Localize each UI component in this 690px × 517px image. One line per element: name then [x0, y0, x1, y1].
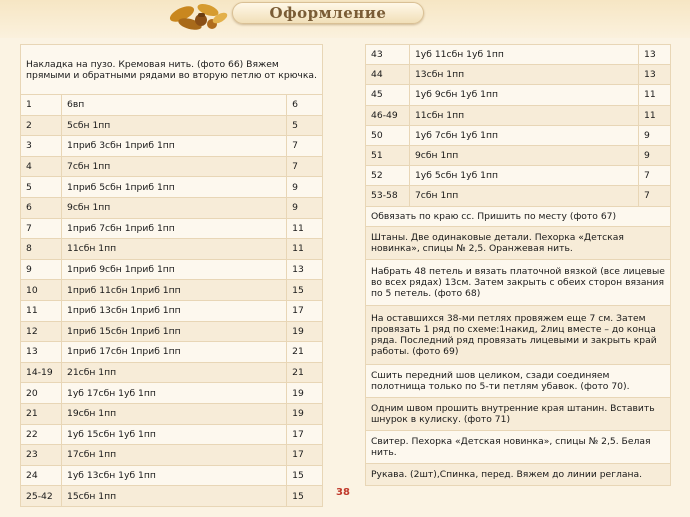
stitch-instruction-cell: 1приб 17сбн 1приб 1пп: [61, 342, 286, 363]
stitch-count-cell: 17: [287, 445, 323, 466]
row-number-cell: 14-19: [21, 362, 62, 383]
stitch-count-cell: 21: [287, 362, 323, 383]
stitch-instruction-cell: 15сбн 1пп: [61, 486, 286, 507]
stitch-instruction-cell: 1приб 9сбн 1приб 1пп: [61, 259, 286, 280]
note-row: [366, 397, 671, 430]
row-number-cell: 45: [366, 85, 410, 105]
stitch-count-cell: 15: [287, 280, 323, 301]
stitch-instruction-cell: 1приб 11сбн 1приб 1пп: [61, 280, 286, 301]
stitch-instruction-cell: 13сбн 1пп: [409, 65, 638, 85]
stitch-count-cell: 15: [287, 465, 323, 486]
table-row: [21, 362, 323, 383]
stitch-count-cell: 11: [287, 218, 323, 239]
stitch-count-cell: 13: [639, 65, 671, 85]
stitch-instruction-cell: 1уб 11сбн 1уб 1пп: [409, 45, 638, 65]
stitch-count-cell: 13: [639, 45, 671, 65]
stitch-count-cell: 11: [639, 105, 671, 125]
table-row: [21, 321, 323, 342]
stitch-instruction-cell: 7сбн 1пп: [409, 186, 638, 206]
note-text-cell: Одним швом прошить внутренние края штанин. Вставить шнурок в кулиску. (фото 71): [366, 397, 671, 430]
stitch-instruction-cell: 9сбн 1пп: [409, 145, 638, 165]
stitch-count-cell: 11: [639, 85, 671, 105]
stitch-count-cell: 9: [639, 125, 671, 145]
table-row: [21, 445, 323, 466]
stitch-instruction-cell: 7сбн 1пп: [61, 156, 286, 177]
row-number-cell: 4: [21, 156, 62, 177]
header-banner: [0, 0, 690, 38]
row-number-cell: 25-42: [21, 486, 62, 507]
row-number-cell: 51: [366, 145, 410, 165]
stitch-instruction-cell: 21сбн 1пп: [61, 362, 286, 383]
stitch-count-cell: 7: [287, 156, 323, 177]
row-number-cell: 12: [21, 321, 62, 342]
stitch-instruction-cell: 1уб 15сбн 1уб 1пп: [61, 424, 286, 445]
table-row: [366, 166, 671, 186]
stitch-instruction-cell: 11сбн 1пп: [61, 239, 286, 260]
table-row: [21, 383, 323, 404]
row-number-cell: 22: [21, 424, 62, 445]
row-number-cell: 3: [21, 136, 62, 157]
stitch-count-cell: 6: [287, 95, 323, 116]
stitch-count-cell: 7: [639, 186, 671, 206]
note-text-cell: Набрать 48 петель и вязать платочной вязкой (все лицевые во всех рядах) 13см. Затем закрыть с обеих сторон вязания по 5 петель. (фото 68): [366, 259, 671, 305]
stitch-count-cell: 9: [287, 177, 323, 198]
stitch-instruction-cell: 1уб 13сбн 1уб 1пп: [61, 465, 286, 486]
table-row: [21, 136, 323, 157]
stitch-count-cell: 7: [639, 166, 671, 186]
right-instructions-table: [365, 44, 671, 486]
stitch-instruction-cell: 1приб 3сбн 1приб 1пп: [61, 136, 286, 157]
row-number-cell: 5: [21, 177, 62, 198]
row-number-cell: 21: [21, 403, 62, 424]
stitch-instruction-cell: 1приб 13сбн 1приб 1пп: [61, 300, 286, 321]
stitch-instruction-cell: 1приб 7сбн 1приб 1пп: [61, 218, 286, 239]
table-row: [21, 115, 323, 136]
note-row: [366, 305, 671, 364]
table-row: [21, 218, 323, 239]
table-row: [21, 342, 323, 363]
stitch-count-cell: 15: [287, 486, 323, 507]
stitch-instruction-cell: 17сбн 1пп: [61, 445, 286, 466]
stitch-count-cell: 11: [287, 239, 323, 260]
page-title: Оформление: [232, 2, 424, 24]
stitch-count-cell: 13: [287, 259, 323, 280]
stitch-instruction-cell: 1уб 17сбн 1уб 1пп: [61, 383, 286, 404]
stitch-count-cell: 19: [287, 383, 323, 404]
row-number-cell: 50: [366, 125, 410, 145]
stitch-instruction-cell: 1уб 5сбн 1уб 1пп: [409, 166, 638, 186]
table-row: [21, 486, 323, 507]
left-instructions-table: [20, 44, 323, 507]
row-number-cell: 1: [21, 95, 62, 116]
table-row: [21, 424, 323, 445]
stitch-count-cell: 5: [287, 115, 323, 136]
note-text-cell: Штаны. Две одинаковые детали. Пехорка «Детская новинка», спицы № 2,5. Оранжевая нить.: [366, 226, 671, 259]
stitch-instruction-cell: 1уб 9сбн 1уб 1пп: [409, 85, 638, 105]
row-number-cell: 9: [21, 259, 62, 280]
stitch-count-cell: 19: [287, 321, 323, 342]
row-number-cell: 7: [21, 218, 62, 239]
row-number-cell: 10: [21, 280, 62, 301]
page-number: 38: [336, 487, 350, 498]
stitch-instruction-cell: 11сбн 1пп: [409, 105, 638, 125]
row-number-cell: 2: [21, 115, 62, 136]
note-text-cell: Обвязать по краю сс. Пришить по месту (фото 67): [366, 206, 671, 226]
stitch-count-cell: 17: [287, 424, 323, 445]
table-row: [366, 45, 671, 65]
stitch-count-cell: 7: [287, 136, 323, 157]
stitch-count-cell: 9: [639, 145, 671, 165]
table-row: [21, 259, 323, 280]
note-row: [366, 430, 671, 463]
table-row: [21, 156, 323, 177]
stitch-instruction-cell: 1приб 15сбн 1приб 1пп: [61, 321, 286, 342]
note-row: [366, 226, 671, 259]
acorn-leaves-ornament-icon: [168, 0, 230, 36]
note-text-cell: Свитер. Пехорка «Детская новинка», спицы № 2,5. Белая нить.: [366, 430, 671, 463]
stitch-count-cell: 17: [287, 300, 323, 321]
stitch-count-cell: 21: [287, 342, 323, 363]
stitch-instruction-cell: 1приб 5сбн 1приб 1пп: [61, 177, 286, 198]
table-row: [366, 186, 671, 206]
table-row: [366, 65, 671, 85]
stitch-instruction-cell: 19сбн 1пп: [61, 403, 286, 424]
note-text-cell: Сшить передний шов целиком, сзади соединяем полотнища только по 5-ти петлям убавок. (фото 70).: [366, 364, 671, 397]
note-row: [366, 463, 671, 485]
stitch-count-cell: 19: [287, 403, 323, 424]
table-row: [21, 197, 323, 218]
table-row: [21, 95, 323, 116]
intro-text: Накладка на пузо. Кремовая нить. (фото 66) Вяжем прямыми и обратными рядами во вторую петлю от крючка.: [21, 45, 323, 95]
stitch-instruction-cell: 5сбн 1пп: [61, 115, 286, 136]
table-row: [21, 239, 323, 260]
row-number-cell: 52: [366, 166, 410, 186]
note-text-cell: Рукава. (2шт),Спинка, перед. Вяжем до линии реглана.: [366, 463, 671, 485]
row-number-cell: 23: [21, 445, 62, 466]
row-number-cell: 8: [21, 239, 62, 260]
table-row: [21, 280, 323, 301]
stitch-instruction-cell: 6вп: [61, 95, 286, 116]
table-row: [366, 125, 671, 145]
note-row: [366, 206, 671, 226]
stitch-instruction-cell: 1уб 7сбн 1уб 1пп: [409, 125, 638, 145]
row-number-cell: 44: [366, 65, 410, 85]
table-row: [21, 403, 323, 424]
note-row: [366, 364, 671, 397]
row-number-cell: 46-49: [366, 105, 410, 125]
row-number-cell: 53-58: [366, 186, 410, 206]
table-row: [21, 465, 323, 486]
note-row: [366, 259, 671, 305]
table-row: [366, 85, 671, 105]
table-row: [366, 145, 671, 165]
table-row: [21, 300, 323, 321]
table-row: [366, 105, 671, 125]
table-row: [21, 177, 323, 198]
note-text-cell: На оставшихся 38-ми петлях провяжем еще 7 см. Затем провязать 1 ряд по схеме:1накид, 2лиц вместе – до конца ряда. Последний ряд провязать лицевыми и закрыть край работы. (фото 69): [366, 305, 671, 364]
stitch-instruction-cell: 9сбн 1пп: [61, 197, 286, 218]
stitch-count-cell: 9: [287, 197, 323, 218]
row-number-cell: 6: [21, 197, 62, 218]
row-number-cell: 11: [21, 300, 62, 321]
row-number-cell: 20: [21, 383, 62, 404]
row-number-cell: 13: [21, 342, 62, 363]
row-number-cell: 24: [21, 465, 62, 486]
row-number-cell: 43: [366, 45, 410, 65]
